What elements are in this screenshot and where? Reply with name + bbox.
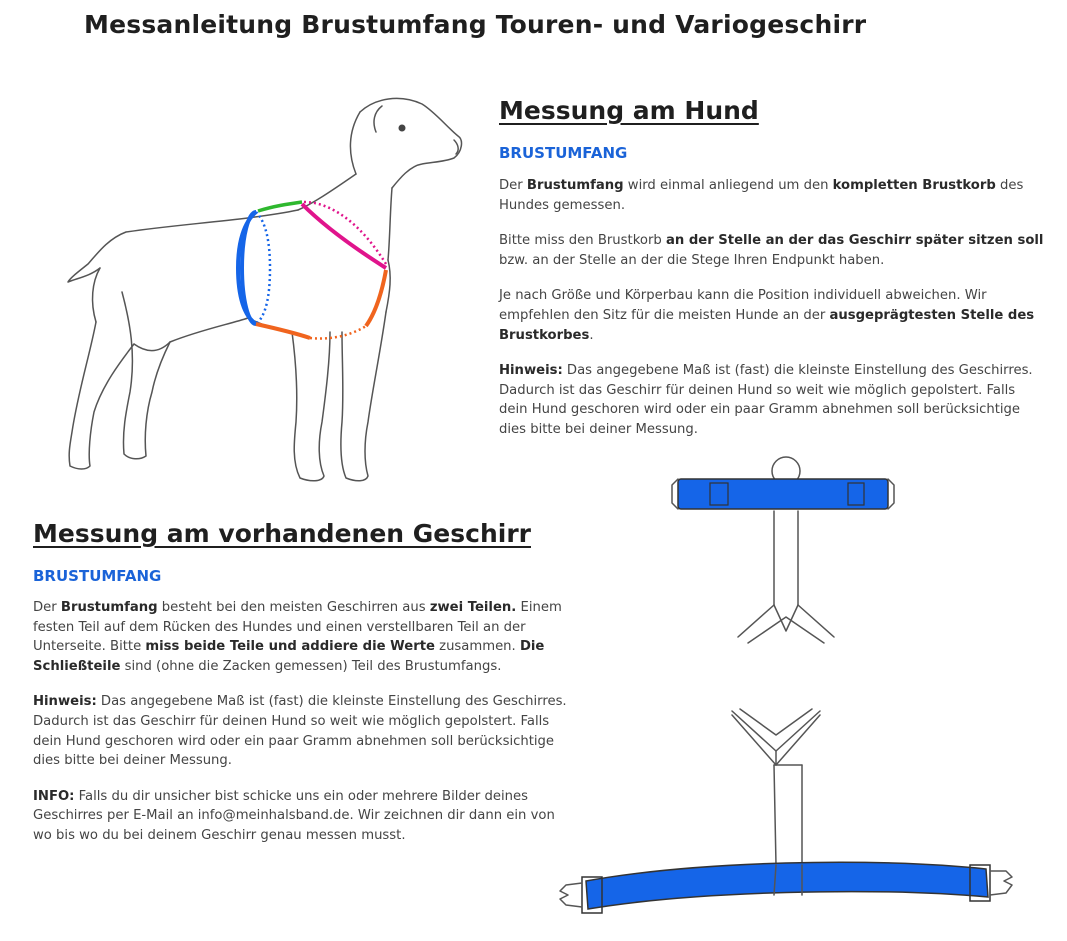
text-run: Der — [499, 178, 527, 193]
harness-paragraph-3 — [33, 787, 573, 846]
text-run: besteht bei den meisten Geschirren aus — [157, 600, 430, 615]
text-run: Je nach Größe und Körperbau kann die Position individuell abweichen. Wir empfehlen den Sitz für die meisten Hunde an der — [499, 288, 987, 323]
text-run: wird einmal anliegend um den — [623, 178, 833, 193]
bold-text: Die Schließteile — [33, 639, 545, 674]
text-run: Der — [33, 600, 61, 615]
bold-text: Hinweis: — [499, 363, 563, 379]
bold-text: ausgeprägtesten Stelle des Brustkorbes — [499, 307, 1035, 343]
bold-text: zwei Teilen. — [429, 600, 517, 615]
dog-section-title: Messung am Hund — [499, 96, 759, 125]
bold-text: INFO: — [33, 788, 75, 804]
bold-text: kompletten Brustkorb — [832, 178, 996, 193]
text-run: . — [589, 327, 594, 343]
bold-text: Hinweis: — [33, 694, 97, 710]
harness-paragraph-2 — [33, 692, 573, 770]
text-run: zusammen. — [434, 639, 520, 655]
bold-text: an der Stelle an der das Geschirr später sitzen soll — [665, 233, 1044, 249]
bold-text: Brustumfang — [526, 178, 624, 193]
text-run: des Hundes gemessen. — [499, 178, 1024, 213]
dog-paragraph-4 — [499, 361, 1047, 439]
text-run: Bitte miss den Brustkorb — [499, 233, 666, 249]
harness-section-title: Messung am vorhandenen Geschirr — [33, 519, 531, 548]
dog-paragraph-3 — [499, 286, 1047, 345]
text-run: Das angegebene Maß ist (fast) die kleinste Einstellung des Geschirres. Dadurch ist das Geschirr für deinen Hund so weit wie möglich gepolstert. Falls dein Hund geschoren wird oder ein paar Gramm abnehmen soll berücksichtige dies bitte bei deiner Messung. — [33, 694, 567, 769]
page-title: Messanleitung Brustumfang Touren- und Variogeschirr — [84, 10, 867, 39]
dog-paragraph-1 — [499, 176, 1047, 215]
harness-belly-strap-illustration — [556, 705, 1016, 915]
bold-text: miss beide Teile und addiere die Werte — [145, 639, 435, 655]
harness-section-subtitle: BRUSTUMFANG — [33, 567, 162, 585]
harness-back-strap-illustration — [668, 455, 900, 655]
bold-text: Brustumfang — [60, 600, 158, 615]
harness-paragraph-1 — [33, 598, 573, 676]
dog-section-subtitle: BRUSTUMFANG — [499, 144, 628, 162]
dog-illustration — [30, 92, 470, 492]
text-run: Falls du dir unsicher bist schicke uns ein oder mehrere Bilder deines Geschirres per E-Mail an info@meinhalsband.de. Wir zeichnen dir dann ein von wo bis wo du bei deinem Geschirr genau messen musst. — [33, 788, 555, 843]
text-run: sind (ohne die Zacken gemessen) Teil des Brustumfangs. — [120, 658, 502, 674]
dog-paragraph-2 — [499, 231, 1047, 270]
text-run: Einem festen Teil auf dem Rücken des Hundes und einen verstellbaren Teil an der Unterseite. Bitte — [33, 600, 562, 655]
text-run: bzw. an der Stelle an der die Stege Ihren Endpunkt haben. — [499, 252, 885, 268]
text-run: Das angegebene Maß ist (fast) die kleinste Einstellung des Geschirres. Dadurch ist das Geschirr für deinen Hund so weit wie möglich gepolstert. Falls dein Hund geschoren wird oder ein paar Gramm abnehmen soll berücksichtige dies bitte bei deiner Messung. — [499, 363, 1033, 437]
